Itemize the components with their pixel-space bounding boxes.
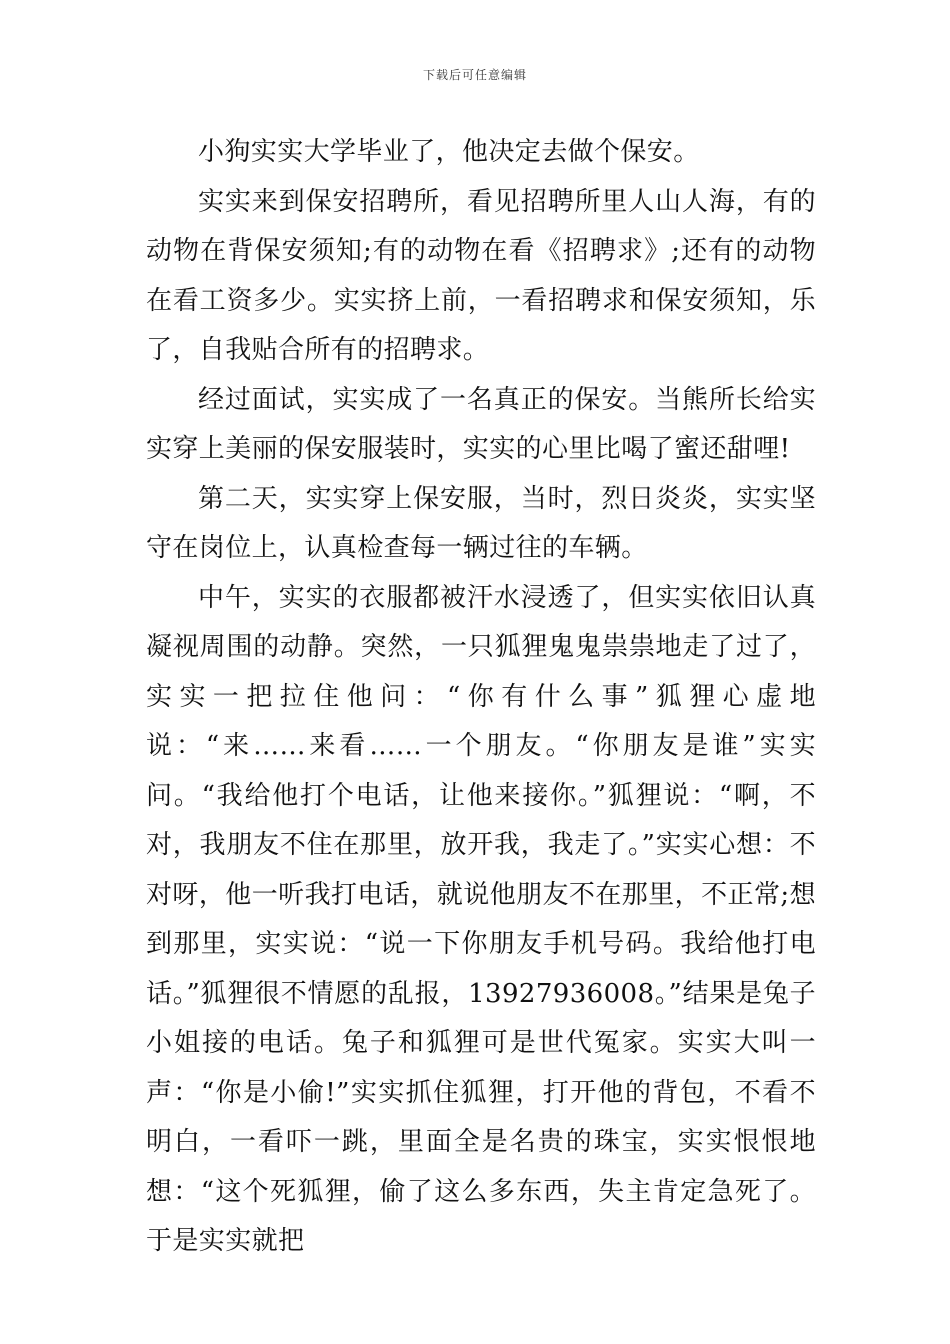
paragraph: 小狗实实大学毕业了，他决定去做个保安。	[198, 137, 700, 167]
paragraph: 实实来到保安招聘所，看见招聘所里人山人海，有的动物在背保安须知;有的动物在看《招聘求》;还有的动物在看工资多少。实实挤上前，一看招聘求和保安须知，乐了，自我贴合所有的招聘求。	[146, 186, 816, 365]
document-body	[146, 128, 816, 1267]
page-header: 下载后可任意编辑	[422, 68, 527, 82]
paragraph: 第二天，实实穿上保安服，当时，烈日炎炎，实实坚守在岗位上，认真检查每一辆过往的车辆。	[146, 483, 816, 563]
paragraph: 中午，实实的衣服都被汗水浸透了，但实实依旧认真凝视周围的动静。突然，一只狐狸鬼鬼祟祟地走了过了，实实一把拉住他问：“你有什么事”狐狸心虚地说：“来……来看……一个朋友。“你朋友是谁”实实问。“我给他打个电话，让他来接你。”狐狸说：“啊，不对，我朋友不住在那里，放开我，我走了。”实实心想：不对呀，他一听我打电话，就说他朋友不在那里，不正常;想到那里，实实说：“说一下你朋友手机号码。我给他打电话。”狐狸很不情愿的乱报，13927936008。”结果是兔子小姐接的电话。兔子和狐狸可是世代冤家。实实大叫一声：“你是小偷!”实实抓住狐狸，打开他的背包，不看不明白，一看吓一跳，里面全是名贵的珠宝，实实恨恨地想：“这个死狐狸，偷了这么多东西，失主肯定急死了。于是实实就把	[146, 582, 816, 1256]
paragraph: 经过面试，实实成了一名真正的保安。当熊所长给实实穿上美丽的保安服装时，实实的心里比喝了蜜还甜哩!	[146, 384, 816, 464]
